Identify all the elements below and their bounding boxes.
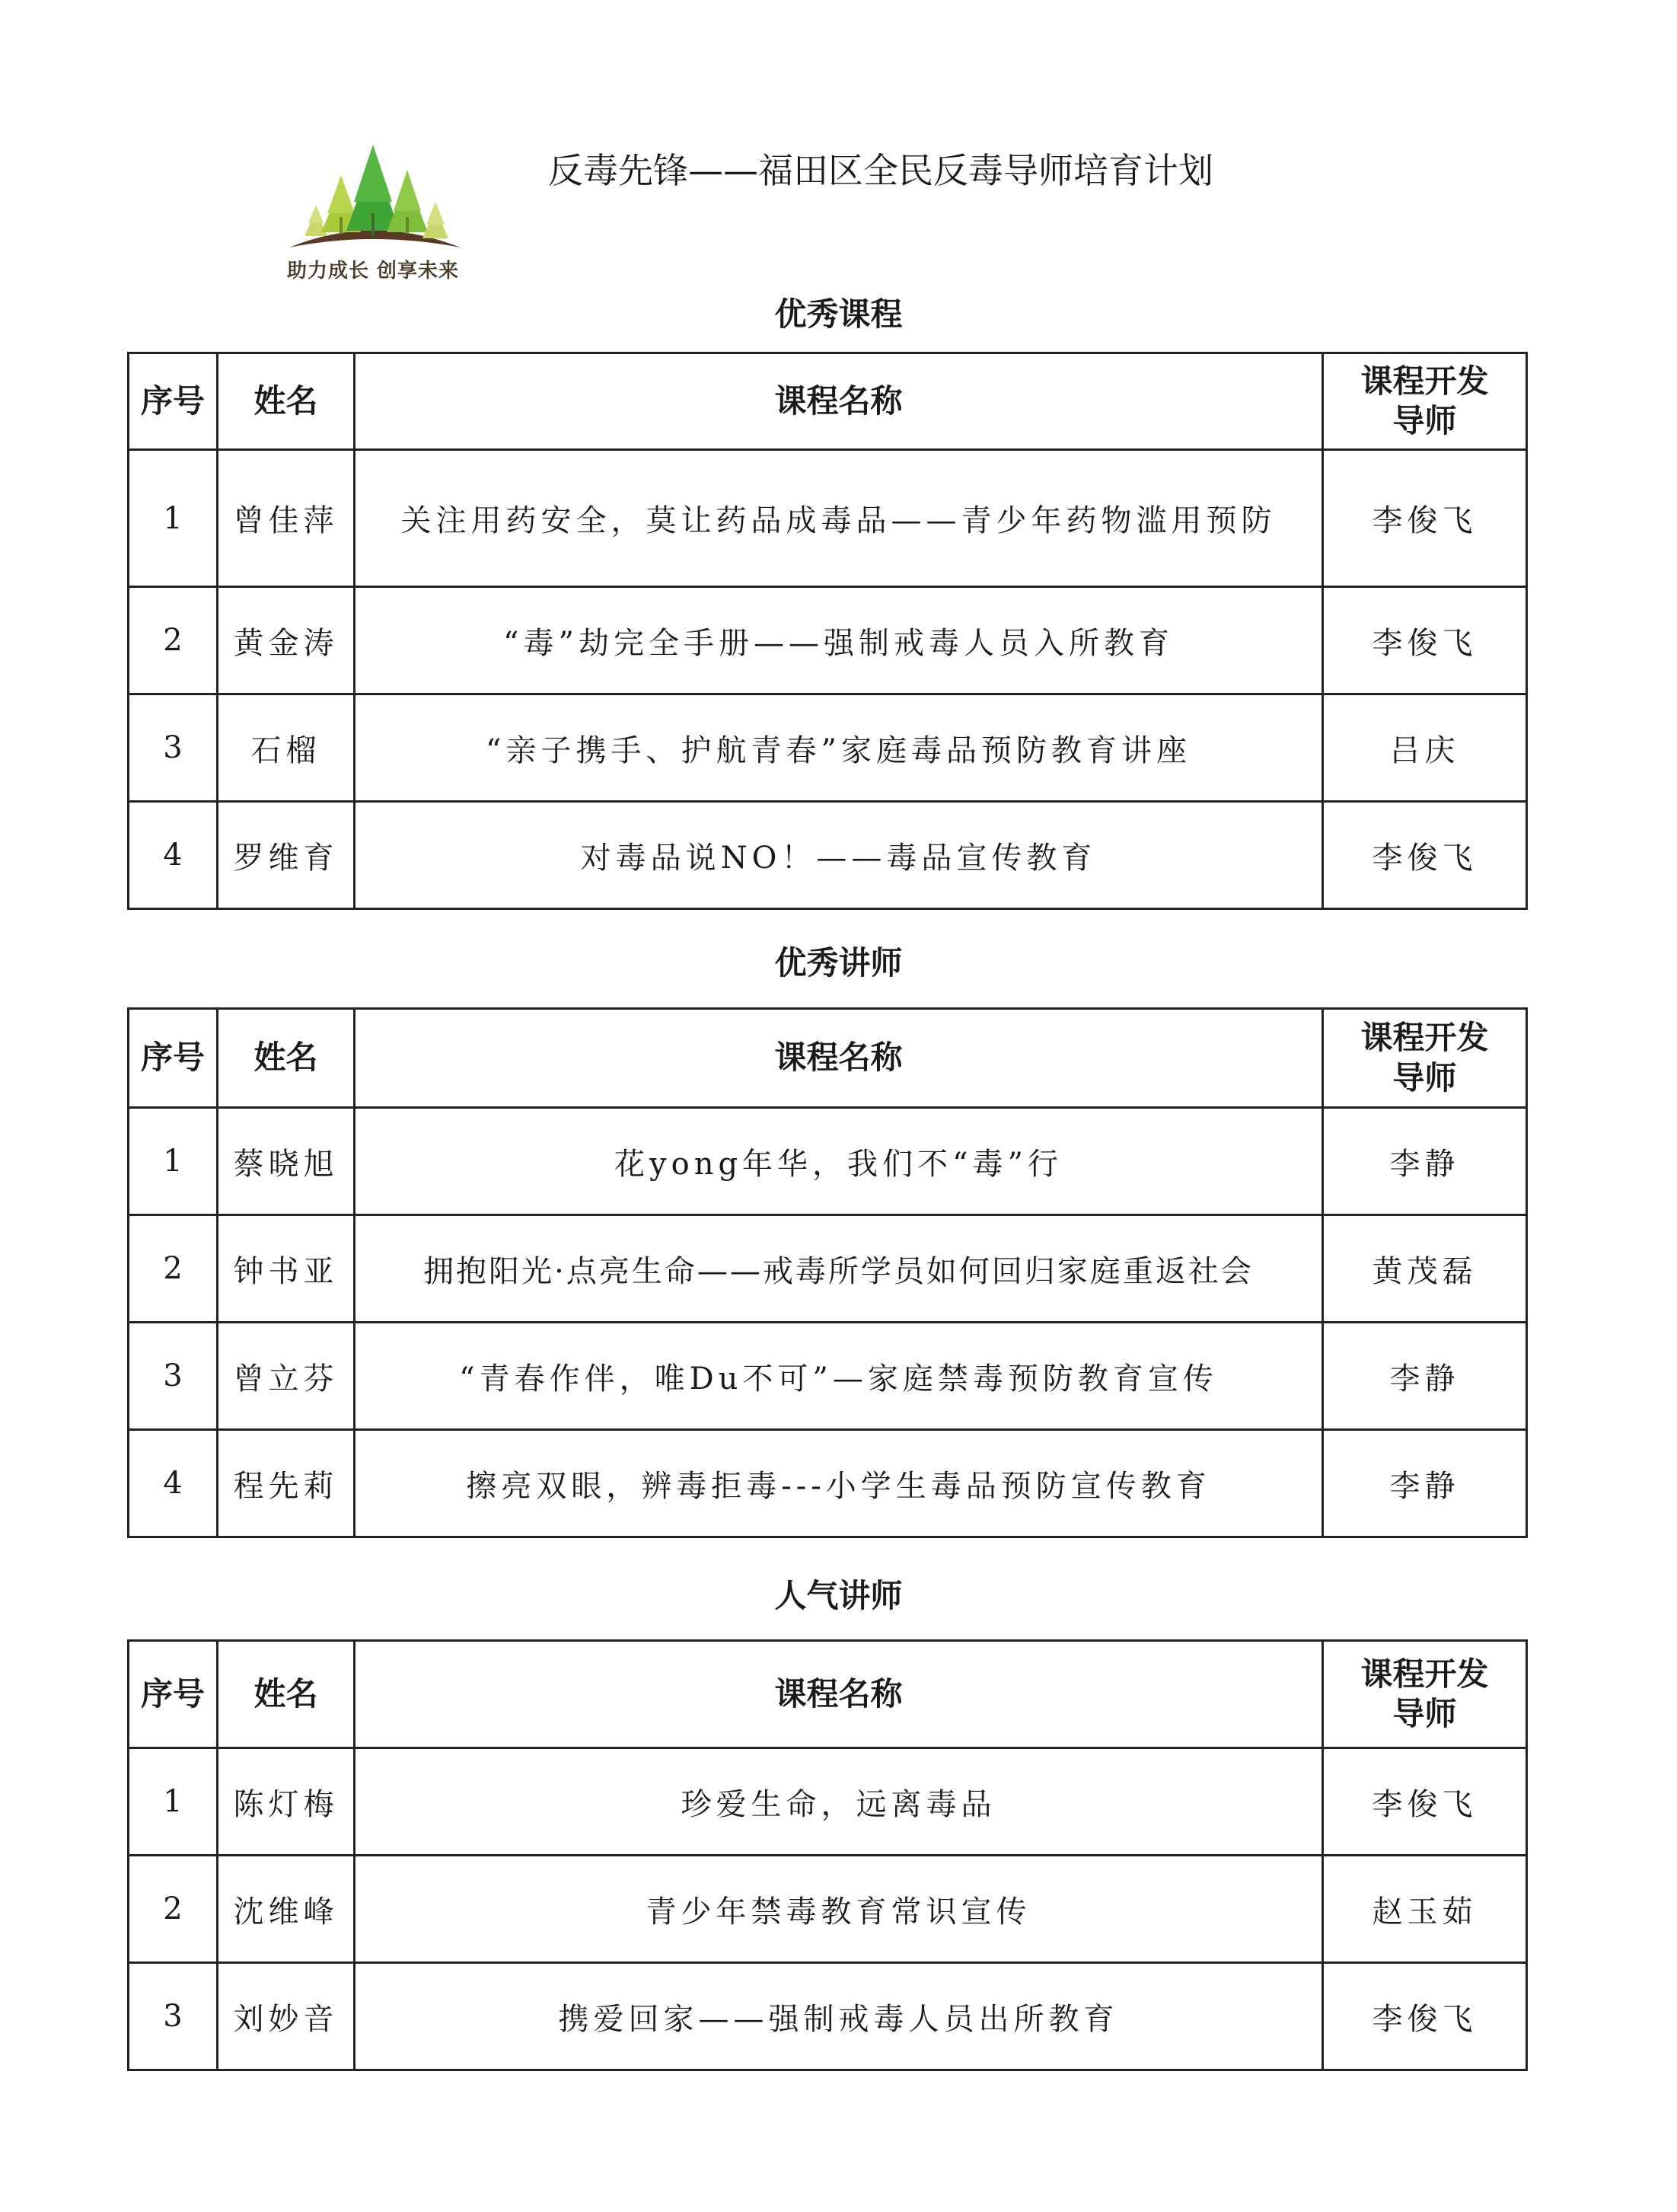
table-row xyxy=(129,1856,1527,1963)
row-name: 钟书亚 xyxy=(218,1215,355,1323)
row-mentor: 李俊飞 xyxy=(1323,1963,1527,2070)
row-index: 1 xyxy=(129,1748,218,1856)
section-title-excellent-lecturers: 优秀讲师 xyxy=(774,944,903,982)
header-course: 课程名称 xyxy=(355,353,1323,450)
row-index: 4 xyxy=(129,802,218,909)
row-name: 刘妙音 xyxy=(218,1963,355,2070)
row-name: 沈维峰 xyxy=(218,1856,355,1963)
row-index: 1 xyxy=(129,450,218,587)
row-mentor: 李俊飞 xyxy=(1323,587,1527,694)
row-index: 3 xyxy=(129,1963,218,2070)
header-course: 课程名称 xyxy=(355,1009,1323,1108)
row-index: 2 xyxy=(129,1856,218,1963)
table-header-row xyxy=(129,1009,1527,1108)
row-name: 石榴 xyxy=(218,694,355,802)
header-mentor: 课程开发 导师 xyxy=(1323,1641,1527,1748)
tree-logo-icon xyxy=(274,141,472,255)
table-row xyxy=(129,587,1527,694)
excellent-courses-table xyxy=(127,352,1528,910)
row-mentor: 赵玉茹 xyxy=(1323,1856,1527,1963)
header-index: 序号 xyxy=(129,1641,218,1748)
table-row xyxy=(129,1215,1527,1323)
row-course: 擦亮双眼，辨毒拒毒---小学生毒品预防宣传教育 xyxy=(355,1430,1323,1537)
table-row xyxy=(129,1323,1527,1430)
row-mentor: 李静 xyxy=(1323,1108,1527,1215)
header-name: 姓名 xyxy=(218,1009,355,1108)
table-header-row xyxy=(129,1641,1527,1748)
row-course: “毒”劫完全手册——强制戒毒人员入所教育 xyxy=(355,587,1323,694)
row-name: 程先莉 xyxy=(218,1430,355,1537)
row-index: 4 xyxy=(129,1430,218,1537)
header-name: 姓名 xyxy=(218,353,355,450)
section-title-popular-lecturers: 人气讲师 xyxy=(774,1577,903,1614)
row-course: 携爱回家——强制戒毒人员出所教育 xyxy=(355,1963,1323,2070)
section-title-excellent-courses: 优秀课程 xyxy=(774,295,903,333)
header-mentor: 课程开发 导师 xyxy=(1323,353,1527,450)
excellent-lecturers-table xyxy=(127,1007,1528,1538)
row-name: 陈灯梅 xyxy=(218,1748,355,1856)
row-course: 花yong年华，我们不“毒”行 xyxy=(355,1108,1323,1215)
header-index: 序号 xyxy=(129,353,218,450)
table-row xyxy=(129,450,1527,587)
row-mentor: 李俊飞 xyxy=(1323,1748,1527,1856)
table-row xyxy=(129,1108,1527,1215)
table-row xyxy=(129,802,1527,909)
row-mentor: 李静 xyxy=(1323,1323,1527,1430)
table-row xyxy=(129,1963,1527,2070)
row-mentor: 吕庆 xyxy=(1323,694,1527,802)
row-course: 拥抱阳光·点亮生命——戒毒所学员如何回归家庭重返社会 xyxy=(355,1215,1323,1323)
row-course: “亲子携手、护航青春”家庭毒品预防教育讲座 xyxy=(355,694,1323,802)
table-row xyxy=(129,1748,1527,1856)
row-name: 黄金涛 xyxy=(218,587,355,694)
row-name: 蔡晓旭 xyxy=(218,1108,355,1215)
row-course: 关注用药安全，莫让药品成毒品——青少年药物滥用预防 xyxy=(355,450,1323,587)
row-course: 对毒品说NO！——毒品宣传教育 xyxy=(355,802,1323,909)
row-index: 3 xyxy=(129,694,218,802)
row-mentor: 黄茂磊 xyxy=(1323,1215,1527,1323)
row-mentor: 李俊飞 xyxy=(1323,802,1527,909)
row-course: 青少年禁毒教育常识宣传 xyxy=(355,1856,1323,1963)
logo-caption: 助力成长 创享未来 xyxy=(286,260,460,282)
popular-lecturers-table xyxy=(127,1639,1528,2071)
document-title: 反毒先锋——福田区全民反毒导师培育计划 xyxy=(548,150,1213,191)
table-row xyxy=(129,1430,1527,1537)
row-name: 曾佳萍 xyxy=(218,450,355,587)
row-name: 曾立芬 xyxy=(218,1323,355,1430)
logo xyxy=(274,141,472,286)
table-row xyxy=(129,694,1527,802)
row-mentor: 李静 xyxy=(1323,1430,1527,1537)
row-index: 3 xyxy=(129,1323,218,1430)
row-index: 2 xyxy=(129,1215,218,1323)
table-header-row xyxy=(129,353,1527,450)
row-mentor: 李俊飞 xyxy=(1323,450,1527,587)
row-course: “青春作伴，唯Du不可”—家庭禁毒预防教育宣传 xyxy=(355,1323,1323,1430)
header-mentor: 课程开发 导师 xyxy=(1323,1009,1527,1108)
row-name: 罗维育 xyxy=(218,802,355,909)
row-index: 1 xyxy=(129,1108,218,1215)
header-name: 姓名 xyxy=(218,1641,355,1748)
row-index: 2 xyxy=(129,587,218,694)
row-course: 珍爱生命，远离毒品 xyxy=(355,1748,1323,1856)
header-course: 课程名称 xyxy=(355,1641,1323,1748)
header-index: 序号 xyxy=(129,1009,218,1108)
